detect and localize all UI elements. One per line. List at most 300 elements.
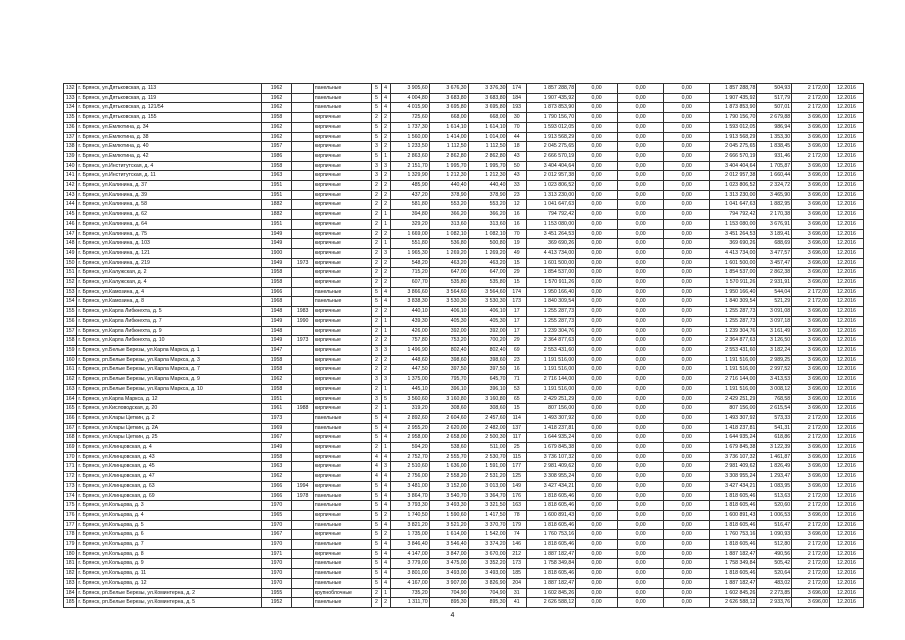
cell-row-number: 164 [64,394,77,404]
cell-address: г. Брянск, ул.Кольцова, д. 5 [77,520,261,530]
cell-address: г. Брянск, ул.Карла Либкнехта, д. 5 [77,307,261,317]
cell-cost-local: 0,00 [664,578,710,588]
cell-cost-regional: 0,00 [618,472,664,482]
cell-cost-per-sqm: 490,56 [757,549,792,559]
cell-address: г. Брянск, ул.Калинина, д. 62 [77,210,261,220]
table-row [64,452,864,462]
cell-cost-regional: 0,00 [618,239,664,249]
cell-living-area: 2 604,60 [429,413,468,423]
cell-cost-local: 0,00 [664,501,710,511]
cell-row-number: 176 [64,510,77,520]
cell-entrances: 1 [381,219,390,229]
cell-residents: 23 [507,355,526,365]
cell-residents: 146 [507,540,526,550]
register-sheet [63,83,864,608]
cell-row-number: 163 [64,384,77,394]
cell-cost-regional: 0,00 [618,258,664,268]
cell-year-renovated [292,84,314,94]
cell-wall-material: кирпичные [313,394,371,404]
table-row [64,268,864,278]
cell-year-renovated [292,151,314,161]
cell-floors: 5 [372,84,381,94]
cell-repair-cost: 1 418 237,81 [526,423,575,433]
cell-year-renovated: 1990 [292,316,314,326]
cell-address: г. Брянск, ул.Кольцова, д. 7 [77,540,261,550]
cell-floors: 4 [372,452,381,462]
cell-year-built: 1961 [261,404,292,414]
cell-year-built: 1968 [261,297,292,307]
table-row [64,200,864,210]
cell-completion-date: 12.2016 [830,569,864,579]
cell-address: г. Брянск, ул.Камозина, д. 8 [77,297,261,307]
cell-year-built: 1963 [261,171,292,181]
cell-cost-federal: 0,00 [576,229,618,239]
cell-year-built: 1962 [261,472,292,482]
cell-cost-federal: 0,00 [576,239,618,249]
cell-residential-area: 3 160,80 [468,394,507,404]
table-row [64,161,864,171]
cell-residents: 16 [507,219,526,229]
cell-year-renovated [292,229,314,239]
cell-address: г. Брянск, ул.Емлютина, д. 34 [77,122,261,132]
table-row [64,510,864,520]
cell-cost-local: 0,00 [664,229,710,239]
cell-cost-local: 0,00 [664,248,710,258]
cell-residents: 163 [507,501,526,511]
cell-residential-area: 440,40 [468,181,507,191]
cell-residential-area: 3 826,90 [468,578,507,588]
cell-floors: 2 [372,248,381,258]
cell-row-number: 170 [64,452,77,462]
cell-cost-federal: 0,00 [576,287,618,297]
cell-floors: 2 [372,278,381,288]
cell-total-area: 2 151,70 [390,161,429,171]
cell-total-area: 1 375,00 [390,375,429,385]
cell-living-area: 795,70 [429,375,468,385]
cell-residential-area: 405,30 [468,316,507,326]
cell-cost-federal: 0,00 [576,462,618,472]
cell-completion-date: 12.2016 [830,171,864,181]
cell-cost-owners: 1 191 516,00 [710,384,757,394]
cell-cost-regional: 0,00 [618,248,664,258]
cell-cost-owners: 1 913 568,29 [710,132,757,142]
cell-residents: 43 [507,171,526,181]
cell-completion-date: 12.2016 [830,229,864,239]
cell-cost-local: 0,00 [664,181,710,191]
cell-floors: 5 [372,93,381,103]
cell-year-renovated [292,394,314,404]
cell-cost-per-sqm: 1 882,95 [757,200,792,210]
cell-limit-per-sqm: 3 696,00 [792,171,830,181]
cell-residential-area: 3 321,50 [468,501,507,511]
cell-entrances: 2 [381,268,390,278]
cell-floors: 5 [372,569,381,579]
cell-year-built: 1967 [261,530,292,540]
table-row [64,181,864,191]
cell-address: г. Брянск, ул.Кольцова, д. 12 [77,578,261,588]
cell-total-area: 548,20 [390,258,429,268]
cell-repair-cost: 2 716 144,00 [526,375,575,385]
cell-total-area: 3 801,00 [390,569,429,579]
cell-year-renovated [292,540,314,550]
cell-cost-regional: 0,00 [618,268,664,278]
cell-repair-cost: 1 758 349,84 [526,559,575,569]
cell-cost-per-sqm: 1 838,45 [757,142,792,152]
cell-limit-per-sqm: 2 172,00 [792,578,830,588]
cell-year-renovated [292,559,314,569]
cell-residents: 173 [507,559,526,569]
cell-cost-regional: 0,00 [618,229,664,239]
cell-cost-federal: 0,00 [576,472,618,482]
cell-cost-local: 0,00 [664,113,710,123]
cell-living-area: 704,90 [429,588,468,598]
cell-completion-date: 12.2016 [830,520,864,530]
cell-cost-local: 0,00 [664,142,710,152]
cell-living-area: 668,00 [429,113,468,123]
cell-year-built: 1948 [261,307,292,317]
cell-row-number: 145 [64,210,77,220]
cell-cost-local: 0,00 [664,200,710,210]
cell-floors: 5 [372,530,381,540]
cell-cost-regional: 0,00 [618,384,664,394]
cell-year-renovated [292,278,314,288]
cell-limit-per-sqm: 3 696,00 [792,472,830,482]
cell-completion-date: 12.2016 [830,326,864,336]
cell-total-area: 551,80 [390,239,429,249]
cell-wall-material: кирпичные [313,443,371,453]
cell-cost-owners: 4 413 734,00 [710,248,757,258]
cell-row-number: 132 [64,84,77,94]
cell-wall-material: кирпичные [313,549,371,559]
cell-total-area: 1 737,30 [390,122,429,132]
cell-entrances: 2 [381,598,390,608]
cell-cost-owners: 1 023 806,52 [710,181,757,191]
cell-total-area: 2 892,60 [390,413,429,423]
cell-limit-per-sqm: 3 696,00 [792,462,830,472]
cell-repair-cost: 1 913 568,29 [526,132,575,142]
cell-row-number: 134 [64,103,77,113]
cell-cost-federal: 0,00 [576,181,618,191]
cell-entrances: 2 [381,307,390,317]
cell-residential-area: 500,80 [468,239,507,249]
cell-year-renovated [292,452,314,462]
cell-cost-local: 0,00 [664,433,710,443]
cell-limit-per-sqm: 3 696,00 [792,345,830,355]
cell-total-area: 1 560,00 [390,132,429,142]
cell-cost-regional: 0,00 [618,520,664,530]
cell-cost-per-sqm: 3 097,18 [757,316,792,326]
cell-cost-local: 0,00 [664,530,710,540]
cell-entrances: 4 [381,569,390,579]
cell-residents: 70 [507,122,526,132]
cell-floors: 3 [372,345,381,355]
cell-cost-federal: 0,00 [576,171,618,181]
cell-entrances: 2 [381,122,390,132]
cell-cost-owners: 2 045 275,65 [710,142,757,152]
cell-cost-owners: 1 818 605,46 [710,501,757,511]
cell-cost-local: 0,00 [664,307,710,317]
cell-cost-per-sqm: 3 008,12 [757,384,792,394]
cell-repair-cost: 1 679 845,38 [526,443,575,453]
cell-residents: 70 [507,229,526,239]
cell-cost-federal: 0,00 [576,588,618,598]
table-row [64,588,864,598]
cell-year-built: 1966 [261,491,292,501]
cell-cost-regional: 0,00 [618,219,664,229]
cell-cost-local: 0,00 [664,443,710,453]
cell-row-number: 177 [64,520,77,530]
cell-cost-local: 0,00 [664,540,710,550]
cell-residents: 19 [507,239,526,249]
cell-cost-federal: 0,00 [576,510,618,520]
cell-residents: 15 [507,404,526,414]
cell-cost-regional: 0,00 [618,297,664,307]
cell-residents: 179 [507,520,526,530]
cell-year-built: 1949 [261,239,292,249]
cell-cost-regional: 0,00 [618,413,664,423]
cell-cost-per-sqm: 3 161,49 [757,326,792,336]
cell-cost-per-sqm: 3 465,90 [757,190,792,200]
cell-year-renovated [292,423,314,433]
cell-cost-owners: 1 818 605,46 [710,520,757,530]
cell-wall-material: кирпичные [313,345,371,355]
cell-year-renovated [292,443,314,453]
table-row [64,229,864,239]
cell-residential-area: 463,20 [468,258,507,268]
cell-living-area: 405,30 [429,316,468,326]
cell-cost-owners: 1 907 435,92 [710,93,757,103]
cell-entrances: 1 [381,588,390,598]
cell-total-area: 1 233,50 [390,142,429,152]
cell-residential-area: 378,90 [468,190,507,200]
cell-limit-per-sqm: 3 696,00 [792,258,830,268]
cell-limit-per-sqm: 2 172,00 [792,93,830,103]
cell-year-built: 1962 [261,93,292,103]
cell-residential-area: 535,80 [468,278,507,288]
cell-cost-local: 0,00 [664,297,710,307]
cell-cost-local: 0,00 [664,258,710,268]
cell-floors: 5 [372,433,381,443]
cell-living-area: 3 521,20 [429,520,468,530]
cell-cost-federal: 0,00 [576,336,618,346]
cell-cost-federal: 0,00 [576,268,618,278]
cell-floors: 2 [372,316,381,326]
cell-floors: 5 [372,103,381,113]
cell-address: г. Брянск, ул.Институтская, д. 11 [77,171,261,181]
cell-cost-regional: 0,00 [618,142,664,152]
cell-cost-owners: 2 364 877,63 [710,336,757,346]
cell-year-renovated [292,287,314,297]
cell-floors: 5 [372,122,381,132]
cell-cost-federal: 0,00 [576,433,618,443]
cell-floors: 2 [372,326,381,336]
table-row [64,132,864,142]
cell-address: г. Брянск, ул.Калинина, д. 121 [77,248,261,258]
cell-cost-per-sqm: 520,60 [757,501,792,511]
cell-cost-regional: 0,00 [618,433,664,443]
cell-address: г. Брянск, ул.Карла Либкнехта, д. 10 [77,336,261,346]
cell-cost-regional: 0,00 [618,423,664,433]
cell-cost-owners: 1 191 516,00 [710,365,757,375]
cell-row-number: 138 [64,142,77,152]
cell-residents: 53 [507,384,526,394]
cell-year-built: 1947 [261,345,292,355]
cell-residential-area: 1 591,00 [468,462,507,472]
cell-cost-federal: 0,00 [576,113,618,123]
cell-entrances: 3 [381,345,390,355]
cell-year-built: 1949 [261,316,292,326]
cell-completion-date: 12.2016 [830,278,864,288]
cell-residents: 29 [507,268,526,278]
cell-repair-cost: 1 570 911,26 [526,278,575,288]
cell-total-area: 3 838,30 [390,297,429,307]
cell-living-area: 1 614,10 [429,122,468,132]
cell-year-renovated [292,326,314,336]
cell-cost-local: 0,00 [664,219,710,229]
cell-year-built: 1970 [261,569,292,579]
cell-repair-cost: 2 666 570,19 [526,151,575,161]
cell-completion-date: 12.2016 [830,355,864,365]
cell-address: г. Брянск, рп.Белые Березы, ул.Карла Маркса, д. 10 [77,384,261,394]
cell-entrances: 1 [381,239,390,249]
cell-cost-per-sqm: 1 293,47 [757,472,792,482]
cell-limit-per-sqm: 3 696,00 [792,355,830,365]
cell-floors: 5 [372,520,381,530]
cell-cost-local: 0,00 [664,190,710,200]
cell-completion-date: 12.2016 [830,598,864,608]
cell-residents: 30 [507,113,526,123]
cell-limit-per-sqm: 3 696,00 [792,307,830,317]
cell-year-built: 1952 [261,598,292,608]
cell-cost-federal: 0,00 [576,278,618,288]
cell-cost-regional: 0,00 [618,316,664,326]
cell-year-renovated [292,384,314,394]
cell-entrances: 4 [381,559,390,569]
cell-limit-per-sqm: 3 696,00 [792,190,830,200]
cell-cost-owners: 2 553 431,60 [710,345,757,355]
cell-completion-date: 12.2016 [830,540,864,550]
cell-cost-per-sqm: 520,64 [757,569,792,579]
cell-total-area: 3 821,20 [390,520,429,530]
cell-total-area: 2 863,60 [390,151,429,161]
cell-cost-local: 0,00 [664,287,710,297]
cell-cost-per-sqm: 2 615,54 [757,404,792,414]
cell-row-number: 144 [64,200,77,210]
cell-residents: 65 [507,394,526,404]
cell-living-area: 3 493,00 [429,569,468,579]
cell-cost-owners: 1 418 237,81 [710,423,757,433]
cell-wall-material: кирпичные [313,530,371,540]
cell-entrances: 4 [381,452,390,462]
cell-completion-date: 12.2016 [830,268,864,278]
cell-limit-per-sqm: 3 696,00 [792,598,830,608]
cell-living-area: 647,00 [429,268,468,278]
cell-repair-cost: 807 156,00 [526,404,575,414]
cell-living-area: 440,40 [429,181,468,191]
cell-address: г. Брянск, ул.Институтская, д. 4 [77,161,261,171]
cell-cost-local: 0,00 [664,520,710,530]
cell-cost-local: 0,00 [664,336,710,346]
cell-cost-regional: 0,00 [618,549,664,559]
cell-cost-per-sqm: 3 091,08 [757,307,792,317]
cell-year-renovated: 1983 [292,307,314,317]
cell-address: г. Брянск, ул.Емлютина, д. 40 [77,142,261,152]
cell-living-area: 1 212,30 [429,171,468,181]
cell-cost-federal: 0,00 [576,151,618,161]
cell-entrances: 2 [381,113,390,123]
cell-cost-local: 0,00 [664,326,710,336]
cell-wall-material: кирпичные [313,452,371,462]
cell-address: г. Брянск, ул.Дятьковская, д. 113 [77,84,261,94]
cell-wall-material: панельные [313,423,371,433]
cell-completion-date: 12.2016 [830,375,864,385]
cell-floors: 5 [372,413,381,423]
cell-entrances: 3 [381,462,390,472]
cell-completion-date: 12.2016 [830,181,864,191]
cell-total-area: 394,80 [390,210,429,220]
cell-repair-cost: 2 012 957,38 [526,171,575,181]
cell-cost-per-sqm: 512,80 [757,540,792,550]
cell-floors: 4 [372,472,381,482]
cell-completion-date: 12.2016 [830,210,864,220]
cell-wall-material: кирпичные [313,181,371,191]
cell-cost-regional: 0,00 [618,210,664,220]
table-row [64,248,864,258]
cell-limit-per-sqm: 2 172,00 [792,520,830,530]
cell-living-area: 3 695,80 [429,103,468,113]
cell-year-built: 1882 [261,210,292,220]
cell-floors: 2 [372,598,381,608]
cell-living-area: 366,20 [429,210,468,220]
cell-entrances: 2 [381,171,390,181]
cell-residential-area: 406,10 [468,307,507,317]
cell-cost-per-sqm: 507,01 [757,103,792,113]
cell-residents: 71 [507,375,526,385]
cell-year-built: 1958 [261,384,292,394]
cell-cost-per-sqm: 2 862,38 [757,268,792,278]
cell-wall-material: панельные [313,287,371,297]
cell-entrances: 1 [381,151,390,161]
cell-cost-per-sqm: 3 189,41 [757,229,792,239]
cell-limit-per-sqm: 3 696,00 [792,248,830,258]
cell-year-renovated [292,413,314,423]
cell-cost-local: 0,00 [664,93,710,103]
cell-floors: 2 [372,210,381,220]
cell-year-built: 1958 [261,452,292,462]
cell-repair-cost: 1 818 605,46 [526,491,575,501]
cell-residential-area: 392,00 [468,326,507,336]
cell-entrances: 4 [381,491,390,501]
cell-wall-material: кирпичные [313,336,371,346]
cell-cost-per-sqm: 2 170,38 [757,210,792,220]
cell-floors: 2 [372,258,381,268]
cell-repair-cost: 1 887 182,47 [526,578,575,588]
cell-cost-per-sqm: 3 413,53 [757,375,792,385]
cell-wall-material: панельные [313,93,371,103]
cell-completion-date: 12.2016 [830,413,864,423]
cell-residents: 117 [507,433,526,443]
cell-address: г. Брянск, ул.Клары Цеткин, д. 2А [77,423,261,433]
cell-cost-owners: 1 493 307,92 [710,413,757,423]
table-row [64,93,864,103]
table-row [64,171,864,181]
cell-entrances: 4 [381,297,390,307]
cell-entrances: 2 [381,530,390,540]
cell-completion-date: 12.2016 [830,336,864,346]
cell-year-built: 1900 [261,248,292,258]
cell-year-renovated [292,200,314,210]
cell-row-number: 169 [64,443,77,453]
